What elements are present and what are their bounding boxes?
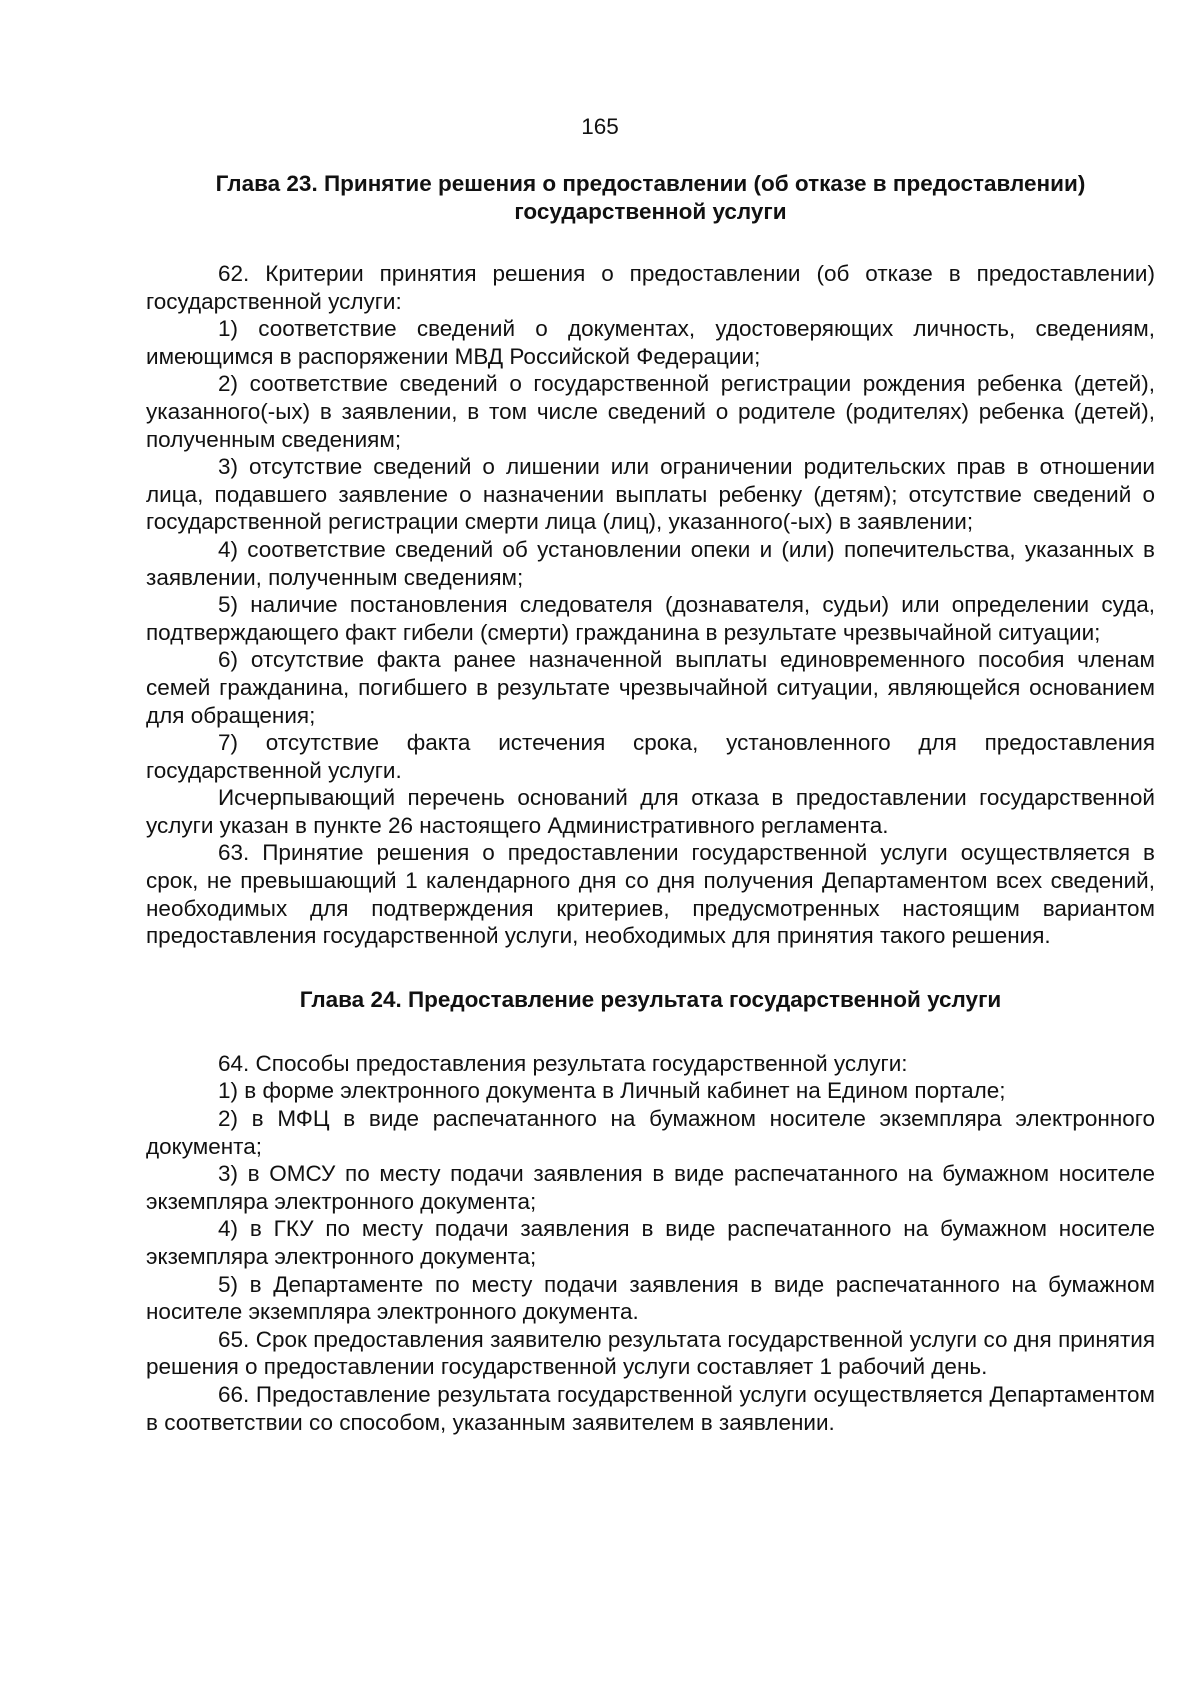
paragraph-64: 64. Способы предоставления результата государственной услуги: <box>218 1050 908 1076</box>
method-2: 2) в МФЦ в виде распечатанного на бумажном носителе экземпляра электронного документа; <box>146 1106 1155 1159</box>
criterion-2: 2) соответствие сведений о государственной регистрации рождения ребенка (детей), указанного(-ых) в заявлении, в том числе сведений о родителе (родителях) ребенка (детей), полученным сведениям; <box>146 371 1155 452</box>
document-body <box>146 170 1155 1436</box>
paragraph-62: 62. Критерии принятия решения о предоставлении (об отказе в предоставлении) государственной услуги: <box>146 261 1155 314</box>
criterion-4: 4) соответствие сведений об установлении опеки и (или) попечительства, указанных в заявлении, полученным сведениям; <box>146 536 1155 590</box>
method-3: 3) в ОМСУ по месту подачи заявления в виде распечатанного на бумажном носителе экземпляра электронного документа; <box>146 1161 1155 1214</box>
criterion-3: 3) отсутствие сведений о лишении или ограничении родительских прав в отношении лица, подавшего заявление о назначении выплаты ребенку (детям); отсутствие сведений о государственной регистрации смерти лица (лиц), указанного(-ых) в заявлении; <box>146 454 1155 535</box>
page-number: 165 <box>581 114 619 139</box>
refusal-grounds-note: Исчерпывающий перечень оснований для отказа в предоставлении государственной услуги указан в пункте 26 настоящего Административного регламента. <box>146 785 1155 838</box>
paragraph-63: 63. Принятие решения о предоставлении государственной услуги осуществляется в срок, не превышающий 1 календарного дня со дня получения Департаментом всех сведений, необходимых для подтверждения критериев, предусмотренных настоящим вариантом предоставления государственной услуги, необходимых для принятия такого решения. <box>146 840 1155 949</box>
criterion-5: 5) наличие постановления следователя (дознавателя, судьи) или определении суда, подтверждающего факт гибели (смерти) гражданина в результате чрезвычайной ситуации; <box>146 592 1155 645</box>
criterion-6: 6) отсутствие факта ранее назначенной выплаты единовременного пособия членам семей гражданина, погибшего в результате чрезвычайной ситуации, являющейся основанием для обращения; <box>146 647 1155 728</box>
chapter-23-title: Глава 23. Принятие решения о предоставлении (об отказе в предоставлении) государственной услуги <box>215 171 1086 224</box>
paragraph-66: 66. Предоставление результата государственной услуги осуществляется Департаментом в соответствии со способом, указанным заявителем в заявлении. <box>146 1381 1155 1435</box>
chapter-24-body <box>146 1050 1155 1436</box>
method-5: 5) в Департаменте по месту подачи заявления в виде распечатанного на бумажном носителе экземпляра электронного документа. <box>146 1271 1155 1325</box>
chapter-spacer <box>146 950 1155 986</box>
criterion-1: 1) соответствие сведений о документах, удостоверяющих личность, сведениям, имеющимся в распоряжении МВД Российской Федерации; <box>146 316 1155 369</box>
chapter-23-body <box>146 260 1155 950</box>
method-1: 1) в форме электронного документа в Личный кабинет на Едином портале; <box>218 1078 1006 1104</box>
method-4: 4) в ГКУ по месту подачи заявления в виде распечатанного на бумажном носителе экземпляра электронного документа; <box>146 1216 1155 1269</box>
paragraph-65: 65. Срок предоставления заявителю результата государственной услуги со дня принятия решения о предоставлении государственной услуги составляет 1 рабочий день. <box>146 1326 1155 1380</box>
criterion-7: 7) отсутствие факта истечения срока, установленного для предоставления государственной услуги. <box>146 730 1155 783</box>
chapter-24-title: Глава 24. Предоставление результата государственной услуги <box>299 986 1002 1012</box>
